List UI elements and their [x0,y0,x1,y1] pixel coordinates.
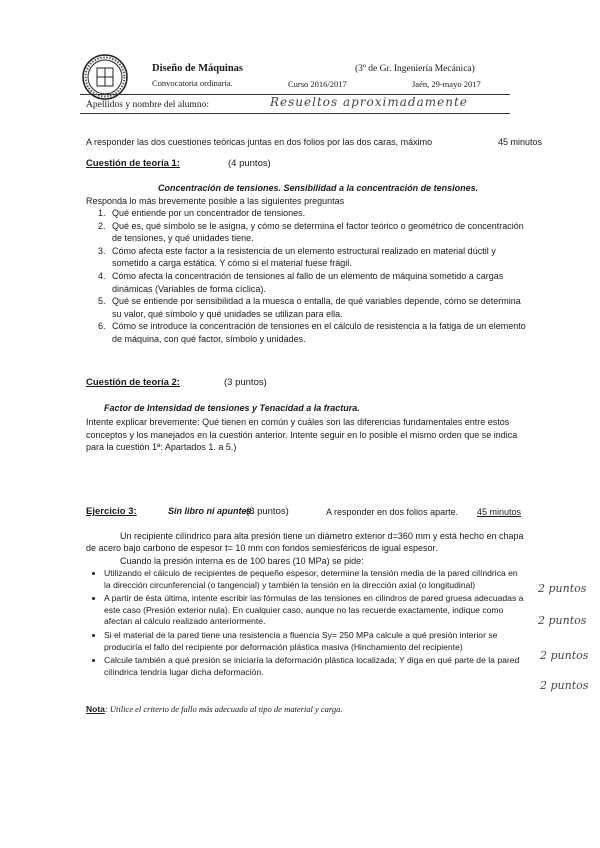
ex3-list [88,568,526,680]
student-name-line [80,113,510,114]
student-name-handwritten: Resueltos aproximadamente [270,95,468,109]
list-item: • Utilizando el cálculo de recipientes de pequeño espesor, determine la tensión media de la pared cilíndrica en la dirección circunferencial (o tangencial) y también la tensión en la dirección axial (o longitudinal) [104,568,526,591]
list-item: 3. Cómo afecta este factor a la resistencia de un elemento estructural realizado en material dúctil y sometido a carga estática. Y cómo si el material fuese frágil. [108,245,526,270]
q2-topic: Factor de Intensidad de tensiones y Tenacidad a la fractura. [104,403,360,413]
q2-heading: Cuestión de teoría 2: [86,377,180,388]
date-label: Jaén, 29-mayo 2017 [412,79,481,89]
handwritten-mark: 2 puntos [538,614,587,627]
intro-instructions: A responder las dos cuestiones teóricas juntas en dos folios por las dos caras, máximo [86,137,433,147]
q1-list [86,207,526,346]
degree-label: (3º de Gr. Ingeniería Mecánica) [355,64,475,74]
list-item: • A partir de ésta última, intente escribir las fórmulas de las tensiones en cilindros de pared gruesa adecuadas a este caso (Presión exterior nula). En cualquier caso, aunque no las recuerde exactamente, indique como afectan al cálculo realizado anteriormente. [104,593,526,628]
note-text: : Utilice el criterio de fallo más adecuado al tipo de material y carga. [104,704,343,714]
call-label: Convocatoria ordinaria. [152,78,233,88]
ex3-answer-note: A responder en dos folios aparte. [326,507,459,517]
list-item: 5. Qué se entiende por sensibilidad a la muesca o entalla, de qué variables depende, cómo se determina su valor, qué símbolo y qué unidades se utilizan para ella. [108,295,526,320]
institution-title: Diseño de Máquinas [152,63,244,74]
list-item: 6. Cómo se introduce la concentración de tensiones en el cálculo de resistencia a la fatiga de un elemento de máquina, con qué factor, símbolo y unidades. [108,320,526,345]
ex3-statement: Un recipiente cilíndrico para alta presión tiene un diámetro exterior d=360 mm y está hecho en chapa de acero bajo carbono de espesor t= 10 mm con fondos semiesféricos de igual espesor. [86,531,524,553]
q2-text: Intente explicar brevemente: Qué tienen en común y cuáles son las diferencias fundamentales entre estos conceptos y los manejados en la cuestión anterior. Intente seguir en lo posible el mismo orden que se indica para la cuestión 1ª: Apartados 1. a 5.) [86,417,518,452]
course-label: Curso 2016/2017 [288,79,347,89]
q1-heading: Cuestión de teoría 1: [86,158,180,169]
list-item: • Calcule también a qué presión se iniciaría la deformación plástica localizada; Y diga en qué parte de la pared cilíndrica tendría lugar dicha deformación. [104,655,526,678]
ex3-points: (8 puntos) [246,506,289,517]
handwritten-mark: 2 puntos [540,679,589,692]
q1-lead: Responda lo más brevemente posible a las siguientes preguntas [86,196,345,206]
handwritten-mark: 2 puntos [538,582,587,595]
handwritten-mark: 2 puntos [540,649,589,662]
q1-points: (4 puntos) [228,158,271,169]
q2-points: (3 puntos) [224,377,267,388]
q1-topic: Concentración de tensiones. Sensibilidad a la concentración de tensiones. [158,183,479,193]
ex3-time: 45 minutos [477,507,522,517]
student-name-label: Apellidos y nombre del alumno: [86,100,209,110]
intro-time: 45 minutos [498,137,543,147]
note-label: Nota [86,704,105,714]
ex3-subtitle: Sin libro ni apuntes. [168,506,255,516]
list-item: 4. Cómo afecta la concentración de tensiones al fallo de un elemento de máquina sometido a cargas dinámicas (Variables de forma cíclica). [108,270,526,295]
list-item: • Si el material de la pared tiene una resistencia a fluencia Sy= 250 MPa calcule a qué presión interior se produciría el fallo del recipiente por deformación plástica masiva (Hinchamiento del recipiente) [104,630,526,653]
ex3-note [86,704,343,714]
ex3-heading: Ejercicio 3: [86,506,137,517]
ex3-lead: Cuando la presión interna es de 100 bares (10 MPa) se pide: [120,556,364,566]
list-item: 2. Qué es, qué símbolo se le asigna, y cómo se determina el factor teórico o geométrico de concentración de tensiones, y qué unidades tiene. [108,220,526,245]
list-item: 1. Qué entiende por un concentrador de tensiones. [108,207,526,220]
